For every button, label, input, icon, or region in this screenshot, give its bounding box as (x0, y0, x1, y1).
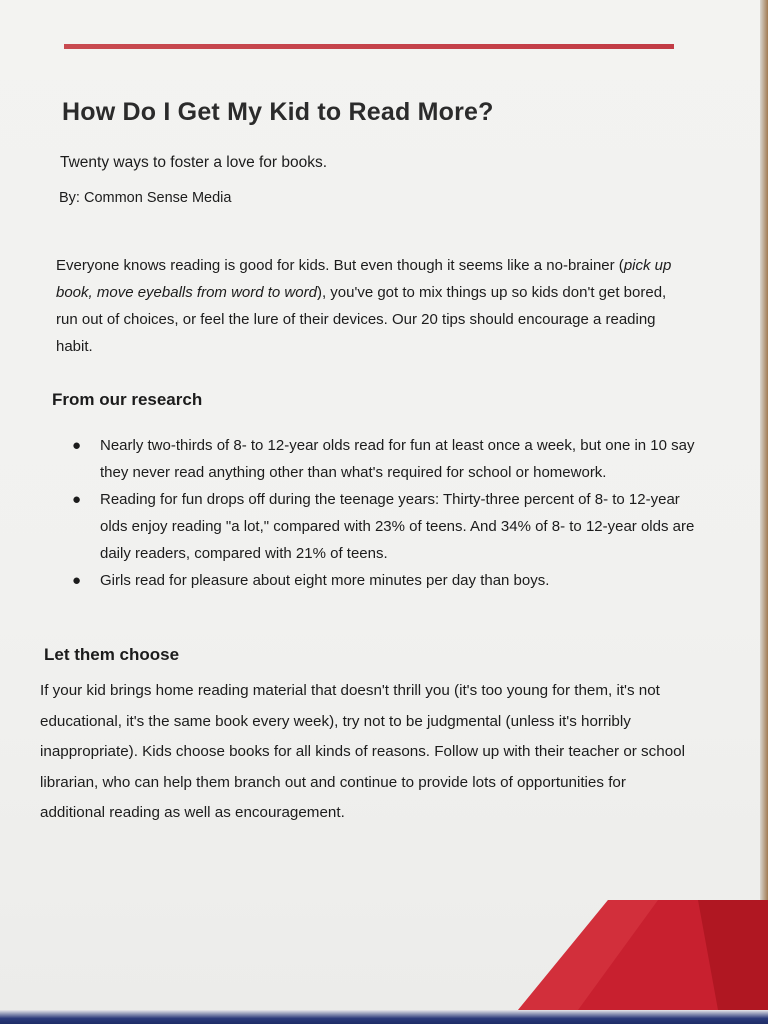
intro-italic-phrase: pick up book, move eyeballs from word to word (56, 257, 672, 301)
list-item-text: Nearly two-thirds of 8- to 12-year olds read for fun at least once a week, but one in 10 say they never read anything other than what's required for school or homework. (100, 437, 695, 481)
list-item-text: Girls read for pleasure about eight more minutes per day than boys. (100, 572, 550, 589)
bottom-blue-band (0, 1010, 768, 1024)
top-red-rule (64, 44, 674, 49)
intro-text-end: ), you've got to mix things up so kids don't get bored, run out of choices, or feel the lure of their devices. Our 20 tips should encourage a reading habit. (56, 284, 667, 355)
choose-heading: Let them choose (44, 645, 180, 664)
intro-paragraph (56, 252, 686, 360)
list-item (60, 432, 700, 486)
intro-text-start: Everyone knows reading is good for kids. But even though it seems like a no-brainer ( (56, 257, 624, 274)
research-heading: From our research (52, 390, 203, 409)
research-list (60, 432, 700, 594)
bullet-icon: ● (72, 437, 82, 454)
bullet-icon: ● (72, 491, 82, 508)
list-item (60, 567, 700, 594)
choose-paragraph: If your kid brings home reading material that doesn't thrill you (it's too young for them, it's not educational, it's the same book every week), try not to be judgmental (unless it's horribly inappropriate). Kids choose books for all kinds of reasons. Follow up with their teacher or school librarian, who can help them branch out and continue to provide lots of opportunities for additional reading as well as encouragement. (40, 682, 685, 821)
list-item (60, 486, 700, 567)
table-edge (760, 0, 768, 1024)
byline: By: Common Sense Media (59, 190, 232, 206)
page-title: How Do I Get My Kid to Read More? (62, 98, 494, 126)
bullet-icon: ● (72, 572, 82, 589)
page-subtitle: Twenty ways to foster a love for books. (60, 154, 328, 171)
list-item-text: Reading for fun drops off during the teenage years: Thirty-three percent of 8- to 12-year olds enjoy reading "a lot," compared with 23% of teens. And 34% of 8- to 12-year olds are daily readers, compared with 21% of teens. (100, 491, 695, 562)
corner-decoration (518, 900, 768, 1010)
